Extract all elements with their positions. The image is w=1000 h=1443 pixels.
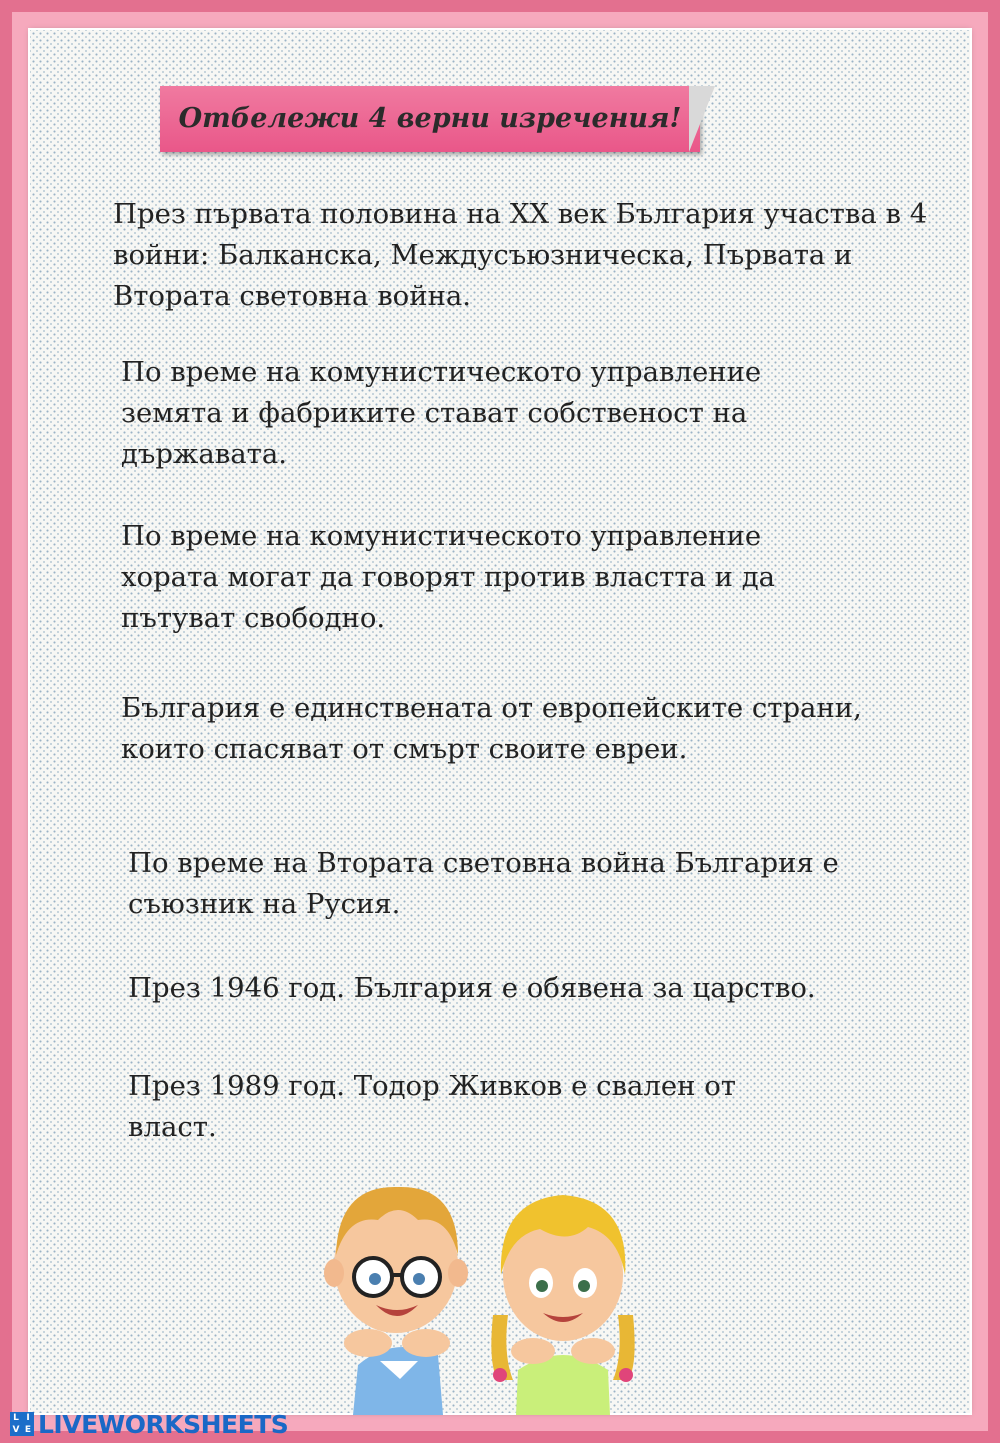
- statement-6[interactable]: През 1946 год. България е обявена за царство.: [128, 972, 816, 1004]
- brand-name: LIVEWORKSHEETS: [38, 1409, 289, 1439]
- logo-icon: L I V E: [10, 1412, 34, 1436]
- girl-figure: [491, 1195, 634, 1415]
- title-banner: [160, 86, 715, 152]
- liveworksheets-logo[interactable]: [10, 1409, 288, 1439]
- statement-3[interactable]: По време на комунистическото управление хората могат да говорят против властта и да пътуват свободно.: [121, 520, 776, 634]
- kids-illustration: [318, 1165, 658, 1415]
- statement-1[interactable]: През първата половина на XX век България участва в 4 войни: Балканска, Междусъюзническа, Първата и Втората световна война.: [113, 198, 928, 312]
- statement-4[interactable]: България е единствената от европейските страни, които спасяват от смърт своите евреи.: [121, 692, 862, 765]
- statement-5[interactable]: По време на Втората световна война България е съюзник на Русия.: [128, 847, 839, 920]
- page-title: Отбележи 4 верни изречения!: [178, 103, 682, 134]
- statement-7[interactable]: През 1989 год. Тодор Живков е свален от власт.: [128, 1070, 736, 1143]
- boy-figure: [324, 1187, 468, 1415]
- statement-2[interactable]: По време на комунистическото управление земята и фабриките стават собственост на държавата.: [121, 356, 762, 470]
